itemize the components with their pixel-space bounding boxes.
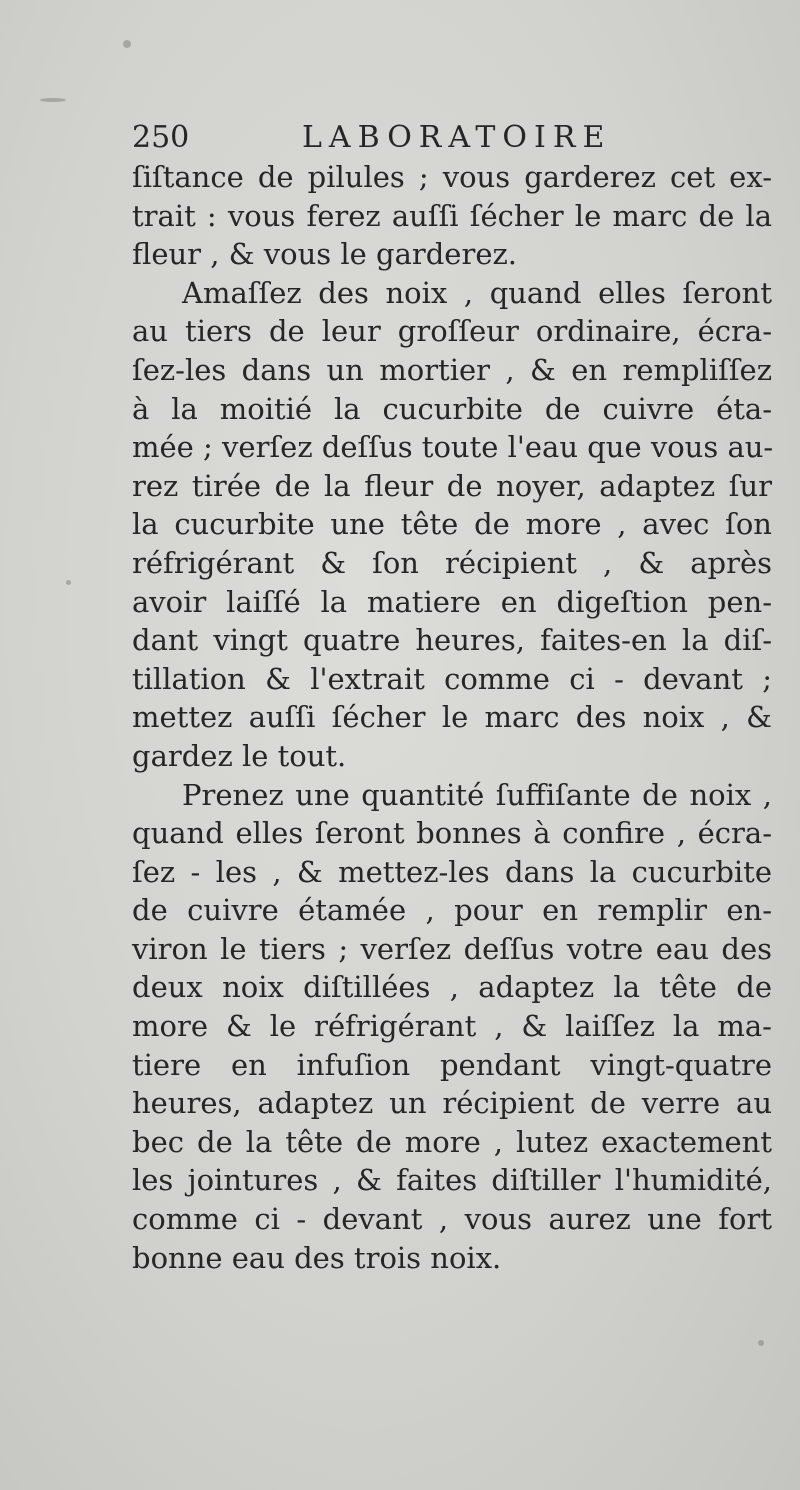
text-line: gardez le tout.	[132, 738, 347, 773]
paper-speck	[123, 40, 131, 48]
paper-speck	[40, 98, 66, 102]
text-line: tillation & l'extrait comme ci - devant ;	[132, 661, 772, 696]
text-line: bec de la tête de more , lutez exactement	[132, 1124, 772, 1159]
text-line: mée ; verſez deſſus toute l'eau que vous au-	[132, 430, 774, 465]
text-line: ſez - les , & mettez-les dans la cucurbite	[132, 854, 772, 889]
running-title: LABORATOIRE	[302, 120, 612, 155]
text-line: au tiers de leur groſſeur ordinaire, écra-	[132, 314, 772, 349]
text-line: à la moitié la cucurbite de cuivre éta-	[132, 391, 772, 426]
text-line: more & le réfrigérant , & laiſſez la ma-	[132, 1009, 772, 1044]
paper-speck	[66, 580, 71, 585]
text-line: Amaſſez des noix , quand elles ſeront	[182, 275, 772, 310]
text-line: ſiſtance de pilules ; vous garderez cet ex-	[132, 160, 772, 194]
text-line: bonne eau des trois noix.	[132, 1240, 502, 1275]
paper-speck	[758, 1340, 764, 1346]
text-line: heures, adaptez un récipient de verre au	[132, 1086, 772, 1121]
text-line: mettez auſſi ſécher le marc des noix , &	[132, 700, 772, 735]
text-line: deux noix diſtillées , adaptez la tête de	[132, 970, 772, 1005]
text-line: la cucurbite une tête de more , avec ſon	[132, 507, 772, 542]
text-line: comme ci - devant , vous aurez une fort	[132, 1202, 772, 1237]
page-number: 250	[132, 120, 190, 155]
text-line: ſez-les dans un mortier , & en rempliſſez	[132, 352, 772, 387]
text-line: viron le tiers ; verſez deſſus votre eau des	[132, 931, 772, 966]
body-text	[132, 158, 772, 1277]
page-header	[132, 118, 772, 162]
text-line: Prenez une quantité ſuffiſante de noix ,	[182, 777, 772, 812]
text-line: fleur , & vous le garderez.	[132, 237, 517, 272]
text-line: tiere en infuſion pendant vingt-quatre	[132, 1047, 772, 1082]
text-line: avoir laiſſé la matiere en digeſtion pen-	[132, 584, 772, 619]
text-line: trait : vous ferez auſſi ſécher le marc de la	[132, 198, 772, 233]
text-line: de cuivre étamée , pour en remplir en-	[132, 893, 772, 928]
text-line: réfrigérant & ſon récipient , & après	[132, 545, 772, 580]
text-line: rez tirée de la fleur de noyer, adaptez ſur	[132, 468, 772, 503]
text-line: dant vingt quatre heures, faites-en la diſ-	[132, 623, 772, 658]
text-line: les jointures , & faites diſtiller l'humidité,	[132, 1163, 772, 1198]
text-line: quand elles ſeront bonnes à confire , écra-	[132, 816, 772, 851]
